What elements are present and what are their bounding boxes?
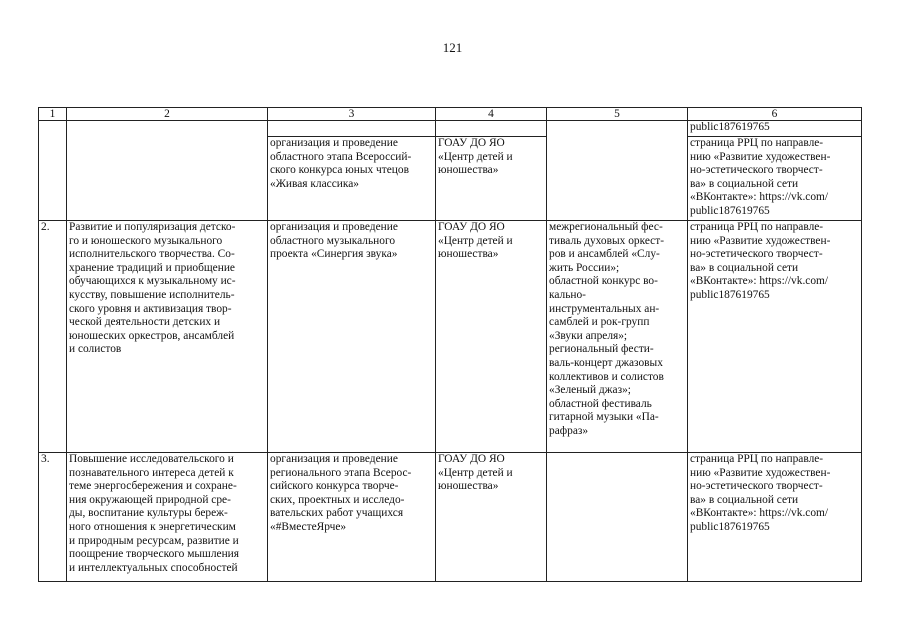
- table-row: [39, 221, 862, 453]
- organizer-text: ГОАУ ДО ЯО «Центр детей и юношества»: [438, 137, 513, 177]
- cell-activity: [268, 221, 436, 453]
- cell-organizer: [436, 221, 547, 453]
- cell-goal: [67, 121, 268, 221]
- cell-media: [688, 453, 862, 582]
- goal-text: Повышение исследовательского и познавательного интереса детей к теме энергосбережения и сохране- ния окружающей природной сре- ды, воспитание культуры береж- ного отношения к энергетическим и природным ресурсам, развитие и поощрение творческого мышления и интеллектуальных способностей: [69, 453, 239, 574]
- cell-goal: [67, 221, 268, 453]
- header-cell-4: 4: [436, 108, 547, 121]
- header-cell-3: 3: [268, 108, 436, 121]
- header-cell-5: 5: [547, 108, 688, 121]
- cell-events: [547, 121, 688, 221]
- previous-link-text: public187619765: [688, 121, 861, 137]
- activity-text: организация и проведение областного этапа Всероссий- ского конкурса юных чтецов «Живая классика»: [270, 137, 412, 190]
- cell-events: [547, 221, 688, 453]
- header-cell-1: 1: [39, 108, 67, 121]
- continuation-divider: [436, 121, 546, 137]
- goal-text: Развитие и популяризация детско- го и юношеского музыкального исполнительского творчества. Со- хранение традиций и приобщение обучающихся к музыкальному ис- кусству, повышение исполнитель- ского уровня и активизация твор- ческой деятельности детских и юношеских оркестров, ансамблей и солистов: [69, 221, 236, 356]
- cell-events: [547, 453, 688, 582]
- header-cell-6: 6: [688, 108, 862, 121]
- program-table: [38, 107, 862, 582]
- cell-activity: [268, 453, 436, 582]
- cell-num: [39, 121, 67, 221]
- organizer-text: ГОАУ ДО ЯО «Центр детей и юношества»: [438, 221, 513, 261]
- cell-organizer: [436, 453, 547, 582]
- media-text: страница РРЦ по направле- нию «Развитие художествен- но-эстетического творчест- ва» в социальной сети «ВКонтакте»: https://vk.com/ public187619765: [690, 221, 831, 301]
- cell-organizer: [436, 121, 547, 221]
- cell-activity: [268, 121, 436, 221]
- table-row: [39, 453, 862, 582]
- table-header-row: [39, 108, 862, 121]
- cell-goal: [67, 453, 268, 582]
- activity-text: организация и проведение регионального этапа Всерос- сийского конкурса творче- ских, проектных и исследо- вательских работ учащихся «#ВместеЯрче»: [270, 453, 412, 533]
- activity-text: организация и проведение областного музыкального проекта «Синергия звука»: [270, 221, 398, 261]
- cell-num: 3.: [39, 453, 67, 582]
- cell-media: [688, 121, 862, 221]
- cell-num: 2.: [39, 221, 67, 453]
- organizer-text: ГОАУ ДО ЯО «Центр детей и юношества»: [438, 453, 513, 493]
- table-row-continuation: [39, 121, 862, 221]
- continuation-divider: [268, 121, 435, 137]
- cell-media: [688, 221, 862, 453]
- media-text: страница РРЦ по направле- нию «Развитие художествен- но-эстетического творчест- ва» в социальной сети «ВКонтакте»: https://vk.com/ public187619765: [690, 453, 831, 533]
- header-cell-2: 2: [67, 108, 268, 121]
- page-number: 121: [442, 40, 463, 55]
- events-text: межрегиональный фес- тиваль духовых оркест- ров и ансамблей «Слу- жить России»; областной конкурс во- кально- инструментальных ан- самблей и рок-групп «Звуки апреля»; региональный фести- валь-концерт джазовых коллективов и солистов «Зеленый джаз»; областной фестиваль гитарной музыки «Па- рафраз»: [549, 221, 665, 437]
- media-text: страница РРЦ по направле- нию «Развитие художествен- но-эстетического творчест- ва» в социальной сети «ВКонтакте»: https://vk.com/ public187619765: [690, 137, 831, 217]
